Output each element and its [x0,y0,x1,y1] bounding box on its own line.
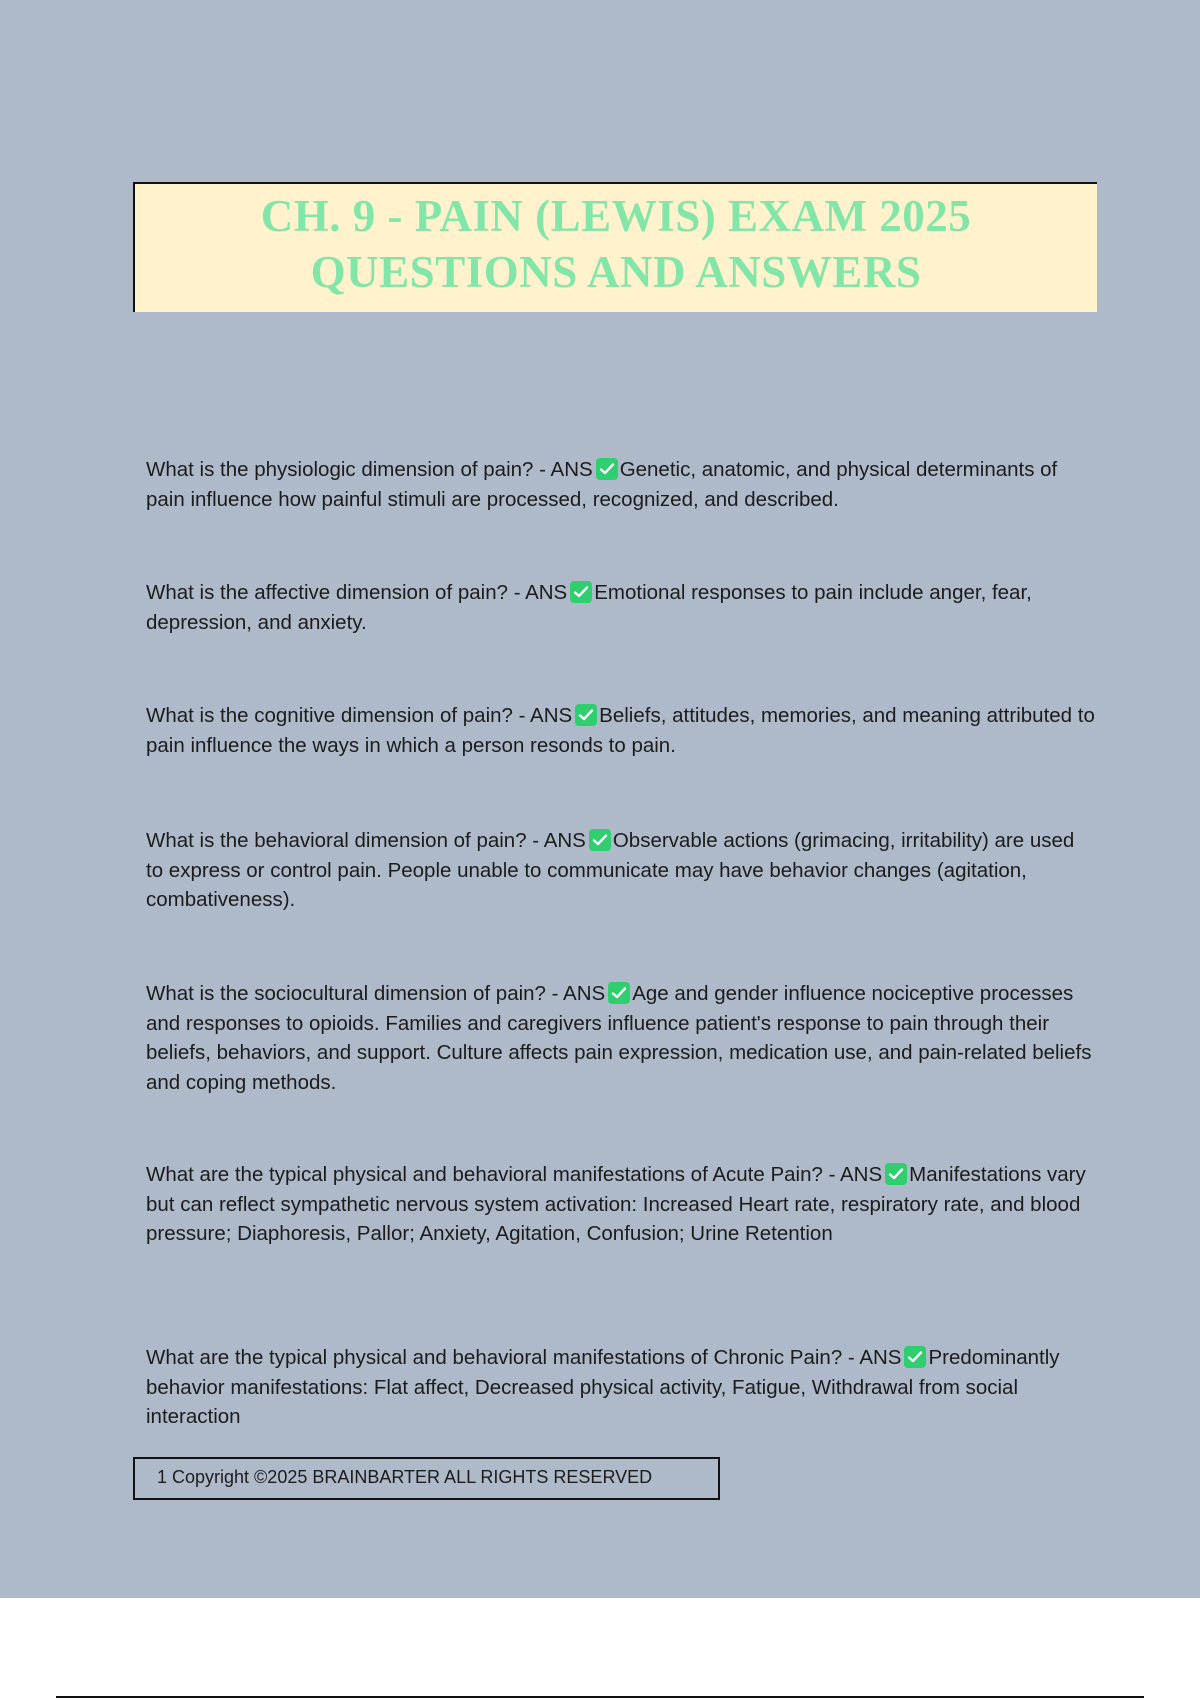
question-text: What are the typical physical and behavioral manifestations of Acute Pain? - ANS [146,1163,883,1186]
question-text: What is the cognitive dimension of pain? - ANS [146,704,573,727]
checkmark-icon [904,1346,926,1368]
bottom-divider [56,1696,1144,1698]
qa-item [146,578,1096,637]
qa-item [146,701,1096,760]
qa-item [146,1343,1096,1432]
checkmark-icon [575,704,597,726]
title-line-1: CH. 9 - PAIN (LEWIS) EXAM 2025 [260,191,972,241]
checkmark-icon [608,982,630,1004]
qa-item [146,979,1096,1097]
question-text: What is the behavioral dimension of pain? - ANS [146,829,586,852]
answer-text: Observable actions (grimacing, irritability) are used to express or control pain. People unable to communicate may have behavior changes (agitation, combativeness). [146,829,1075,911]
checkmark-icon [885,1163,907,1185]
question-text: What are the typical physical and behavioral manifestations of Chronic Pain? - ANS [146,1346,902,1369]
answer-text: Emotional responses to pain include anger, fear, depression, and anxiety. [146,581,1032,634]
answer-text: Genetic, anatomic, and physical determinants of pain influence how painful stimuli are processed, recognized, and described. [146,458,1058,511]
answer-text: Age and gender influence nociceptive processes and responses to opioids. Families and caregivers influence patient's response to pain through their beliefs, behaviors, and support. Culture affects pain expression, medication use, and pain-related beliefs and coping methods. [146,982,1092,1094]
answer-text: Beliefs, attitudes, memories, and meaning attributed to pain influence the ways in which a person resonds to pain. [146,704,1095,757]
question-text: What is the sociocultural dimension of pain? - ANS [146,982,606,1005]
question-text: What is the physiologic dimension of pain? - ANS [146,458,593,481]
question-text: What is the affective dimension of pain? - ANS [146,581,568,604]
answer-text: Predominantly behavior manifestations: Flat affect, Decreased physical activity, Fatigue, Withdrawal from social interaction [146,1346,1060,1428]
copyright-footer: 1 Copyright ©2025 BRAINBARTER ALL RIGHTS RESERVED [133,1457,720,1500]
title-banner [133,182,1097,312]
checkmark-icon [589,829,611,851]
qa-item [146,1160,1096,1249]
checkmark-icon [596,458,618,480]
qa-item [146,826,1096,915]
checkmark-icon [570,581,592,603]
title-line-2: QUESTIONS AND ANSWERS [310,247,922,297]
answer-text: Manifestations vary but can reflect sympathetic nervous system activation: Increased Heart rate, respiratory rate, and blood pressure; Diaphoresis, Pallor; Anxiety, Agitation, Confusion; Urine Retention [146,1163,1086,1245]
qa-item [146,455,1096,514]
